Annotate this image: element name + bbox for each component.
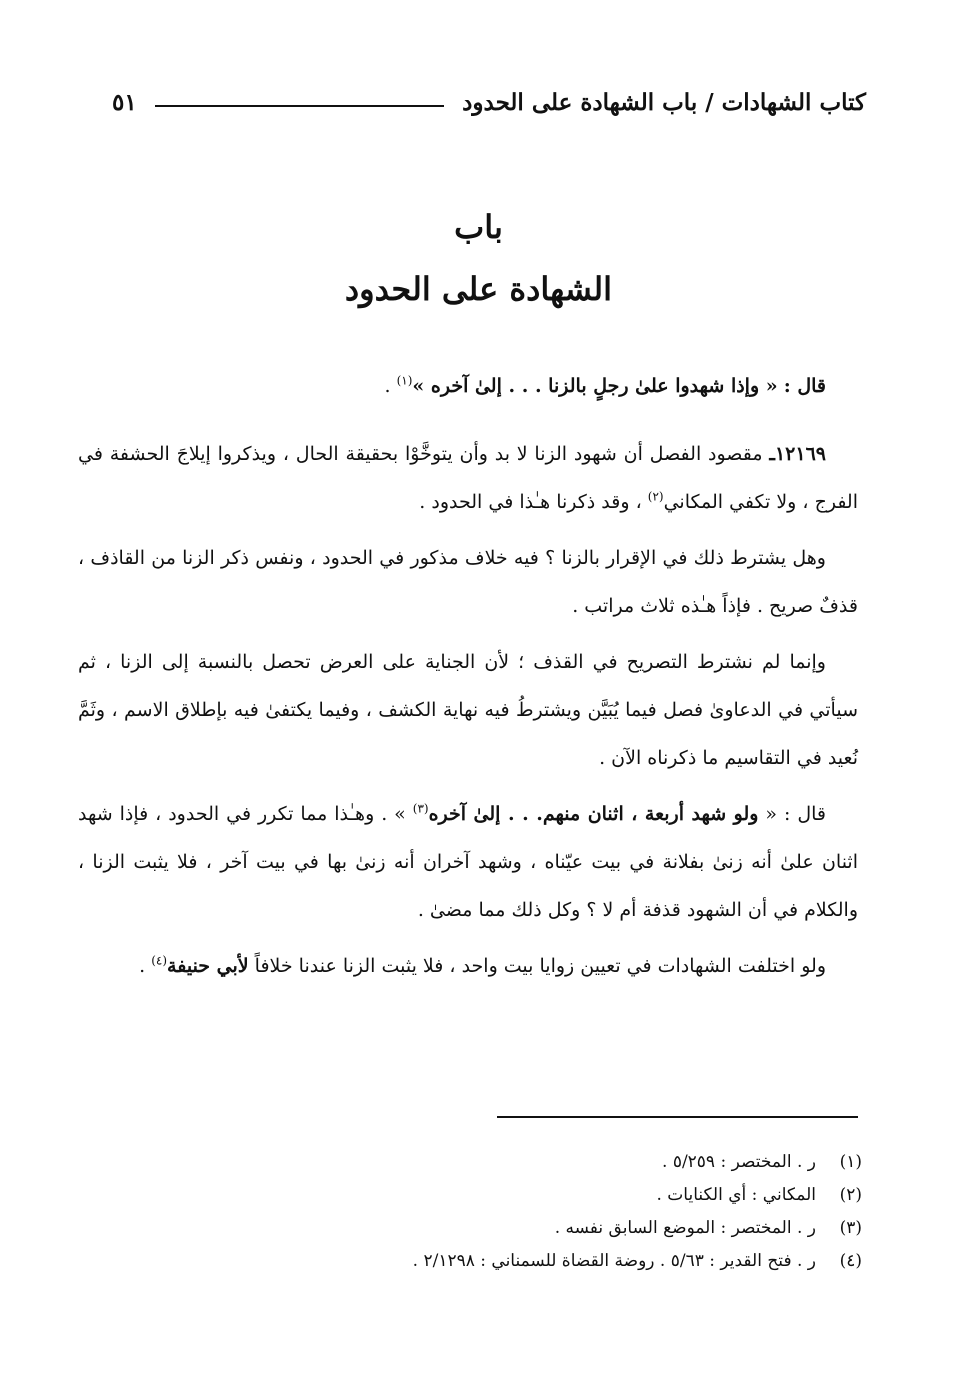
footnote-number: (٢) [839, 1185, 862, 1205]
footnote-ref: (٢) [647, 489, 664, 504]
paragraph-text: ، وقد ذكرنا هـٰذا في الحدود . [419, 491, 648, 513]
quoted-text: « وإذا شهدوا علىٰ رجلٍ بالزنا . . . إلىٰ آخره » [412, 375, 778, 397]
running-header [112, 82, 866, 122]
paragraph-text: ولو اختلفت الشهادات في تعيين زوايا بيت واحد ، فلا يثبت الزنا عندنا خلافاً [248, 955, 826, 977]
paragraph-text: . [384, 375, 397, 397]
paragraph [78, 942, 858, 990]
footnote-ref: (٣) [412, 801, 429, 816]
chapter-title-line1: باب [454, 208, 503, 246]
footnote-number: (٤) [839, 1251, 862, 1271]
footnote-number: (١) [839, 1152, 862, 1172]
paragraph [78, 638, 858, 782]
quoted-text: ولو شهد أربعة ، اثنان منهم. . . إلىٰ آخره [428, 803, 759, 825]
quote-lead: قال : [783, 375, 826, 397]
paragraph [78, 790, 858, 934]
footnote-ref: (١) [396, 373, 413, 388]
footnote [240, 1245, 862, 1278]
running-title: كتاب الشهادات / باب الشهادة على الحدود [462, 88, 866, 116]
footnote [240, 1179, 862, 1212]
paragraph-text: » . وهـٰذا مما تكرر في الحدود ، فإذا شهد اثنان علىٰ أنه زنىٰ بفلانة في بيت عيّناه ، وشهد آخران أنه زنىٰ بها في بيت آخر ، فلا يثبت الزنا ، والكلام في أن الشهود قذفة أم لا ؟ وكل ذلك مما مضىٰ . [78, 803, 858, 921]
footnote-text: المكاني : أي الكنايات . [656, 1185, 816, 1205]
footnote [240, 1212, 862, 1245]
header-rule [155, 105, 444, 107]
chapter-title [0, 196, 957, 320]
paragraph-text: مقصود الفصل أن شهود الزنا لا بد وأن يتوخَّوْا بحقيقة الحال ، ويذكروا إيلاجَ الحشفة في الفرج ، ولا تكفي المكاني [78, 443, 858, 513]
footnote-separator [497, 1116, 858, 1118]
paragraph-text: وإنما لم نشترط التصريح في القذف ؛ لأن الجناية على العرض تحصل بالنسبة إلى الزنا ، ثم سيأتي في الدعاوىٰ فصل فيما يُبَيَّن ويشترطُ فيه نهاية الكشف ، وفيما يكتفىٰ فيه بإطلاق الاسم ، وثَمَّ نُعيد في التقاسيم ما ذكرناه الآن . [78, 651, 858, 769]
footnote-text: ر . المختصر : الموضع السابق نفسه . [554, 1218, 816, 1238]
issue-number: ١٢١٦٩ـ [769, 443, 826, 465]
cited-name: لأبي حنيفة [167, 955, 249, 977]
footnote-text: ر . فتح القدير : ٥/٦٣ . روضة القضاة للسمناني : ٢/١٢٩٨ . [412, 1251, 816, 1271]
page-number: ٥١ [112, 88, 137, 116]
body-text [78, 362, 858, 998]
paragraph [78, 362, 858, 410]
paragraph-text: وهل يشترط ذلك في الإقرار بالزنا ؟ فيه خلاف مذكور في الحدود ، ونفس ذكر الزنا من القاذف ، قذفٌ صريح . فإذاً هـٰذه ثلاث مراتب . [78, 547, 858, 617]
footnotes [240, 1146, 862, 1278]
chapter-title-line2: الشهادة على الحدود [344, 270, 613, 308]
quote-lead: قال : « [758, 803, 826, 825]
paragraph [78, 534, 858, 630]
footnote-ref: (٤) [151, 953, 168, 968]
footnote [240, 1146, 862, 1179]
paragraph [78, 430, 858, 526]
paragraph-text: . [139, 955, 152, 977]
footnote-number: (٣) [839, 1218, 862, 1238]
footnote-text: ر . المختصر : ٥/٢٥٩ . [662, 1152, 816, 1172]
